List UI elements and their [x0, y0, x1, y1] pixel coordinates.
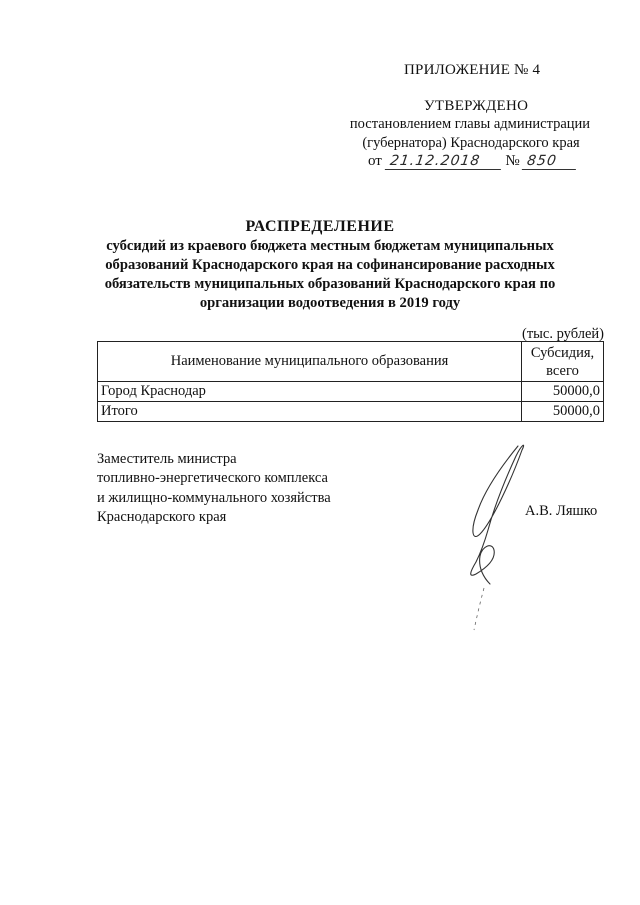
date-prefix: от: [368, 153, 382, 169]
position-line-2: топливно-энергетического комплекса: [97, 470, 328, 487]
signer-name: А.В. Ляшко: [525, 503, 598, 519]
document-title: РАСПРЕДЕЛЕНИЕ: [245, 218, 395, 235]
date-value: 21.12.2018: [384, 153, 502, 170]
document-subtitle: субсидий из краевого бюджета местным бюджетам муниципальных образований Краснодарского края на софинансирование расходных обязательств муниципальных образований Краснодарского края по организации водоотведения в 2019 году: [104, 238, 556, 311]
handwritten-signature: [440, 438, 550, 638]
row-name: Город Краснодар: [98, 382, 522, 402]
approved-label: УТВЕРЖДЕНО: [424, 98, 529, 114]
number-prefix: №: [505, 153, 520, 169]
table-row: [98, 402, 604, 422]
row-amount: 50000,0: [522, 382, 604, 402]
appendix-label: ПРИЛОЖЕНИЕ № 4: [404, 62, 541, 78]
distribution-table: [97, 341, 604, 422]
units-label: (тыс. рублей): [522, 326, 604, 342]
approval-line-2: (губернатора) Краснодарского края: [362, 135, 580, 151]
position-line-3: и жилищно-коммунального хозяйства: [97, 489, 331, 506]
column-header-name: Наименование муниципального образования: [98, 342, 522, 382]
position-line-1: Заместитель министра: [97, 451, 237, 467]
column-header-subsidy: Субсидия, всего: [522, 342, 604, 382]
table-row: [98, 382, 604, 402]
position-line-4: Краснодарского края: [97, 508, 227, 525]
number-value: 850: [522, 153, 578, 170]
table-header-row: [98, 342, 604, 382]
total-amount: 50000,0: [522, 402, 604, 422]
total-name: Итого: [98, 402, 522, 422]
date-number-row: [368, 153, 577, 170]
signer-position: [97, 450, 331, 527]
approval-line-1: постановлением главы администрации: [349, 116, 591, 132]
